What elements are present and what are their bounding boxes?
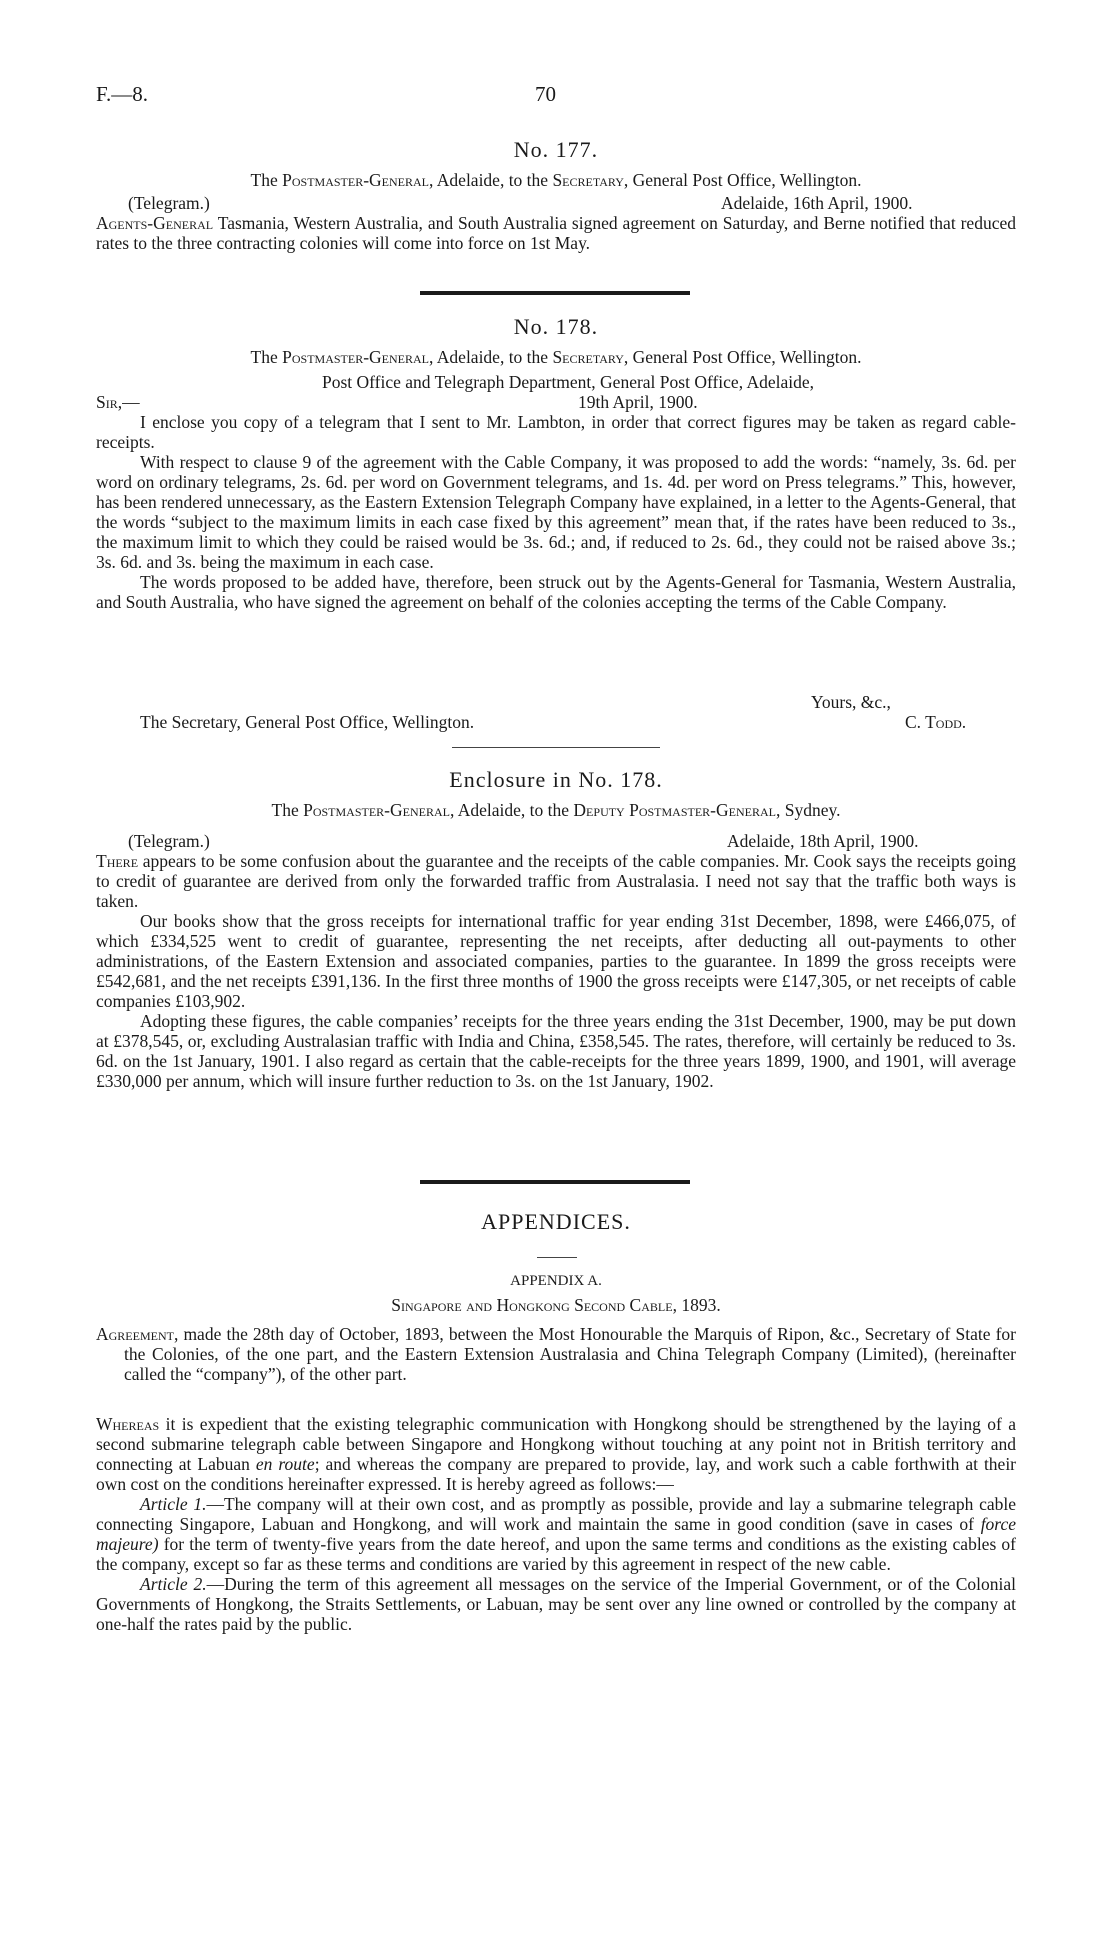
appendices-heading: APPENDICES. bbox=[481, 1209, 631, 1234]
article-1: Article 1.—The company will at their own cost, and as promptly as possible, provide and lay a submarine telegraph cable connecting Singapore, Labuan and Hongkong, and will work and maintain the same in good condition (save in cases of force majeure) for the term of twenty-five years from the date hereof, and upon the same terms and conditions as the existing cables of the company, except so far as these terms and conditions are varied by this agreement in respect of the new cable. bbox=[96, 1494, 1016, 1574]
agreement-parties: Agreement, made the 28th day of October, 1893, between the Most Honourable the Marquis of Ripon, &c., Secretary of State for the Colonies, of the one part, and the Eastern Extension Australasia and China Telegraph Company (Limited), (hereinafter called the “company”), of the other part. bbox=[96, 1324, 1016, 1384]
agreement-body bbox=[96, 1414, 1016, 1634]
article-2: Article 2.—During the term of this agreement all messages on the service of the Imperial Government, or of the Colonial Governments of Hongkong, the Straits Settlements, or Labuan, may be sent over any line owned or controlled by the company at one-half the rates paid by the public. bbox=[96, 1574, 1017, 1634]
heading-no-178: No. 178. bbox=[513, 314, 599, 339]
heading-no-177: No. 177. bbox=[513, 137, 599, 162]
no-178-para-1: I enclose you copy of a telegram that I sent to Mr. Lambton, in order that correct figures may be taken as regard cable-receipts. bbox=[96, 412, 1016, 452]
no-177-body: Agents-General Tasmania, Western Australia, and South Australia signed agreement on Saturday, and Berne notified that reduced rates to the three contracting colonies will come into force on 1st May. bbox=[96, 213, 1016, 253]
no-178-from-to: The Postmaster-General, Adelaide, to the Secretary, General Post Office, Wellington. bbox=[250, 347, 862, 367]
no-178-closing: Yours, &c., bbox=[811, 692, 891, 712]
no-178-address: Post Office and Telegraph Department, General Post Office, Adelaide, bbox=[322, 372, 815, 392]
appendices-rule bbox=[537, 1257, 577, 1258]
enclosure-body bbox=[96, 851, 1016, 1091]
enclosure-date: Adelaide, 18th April, 1900. bbox=[727, 831, 919, 851]
section-rule bbox=[420, 1180, 690, 1184]
no-178-signature: C. Todd. bbox=[905, 712, 967, 732]
document-code: F.—8. bbox=[96, 82, 148, 106]
no-178-date: 19th April, 1900. bbox=[578, 392, 698, 412]
no-178-para-2: With respect to clause 9 of the agreement with the Cable Company, it was proposed to add the words: “namely, 3s. 6d. per word on ordinary telegrams, 2s. 6d. per word on Government telegrams, and 1s. 4d. per word on Press telegrams.” This, however, has been rendered unnecessary, as the Eastern Extension Telegraph Company have explained, in a letter to the Agents-General, that the words “subject to the maximum limits in each case fixed by this agreement” mean that, if the rates have been reduced to 3s., the maximum limit to which they could be raised would be 3s. 6d.; and, if reduced to 2s. 6d., they could not be raised above 3s.; 3s. 6d. and 3s. being the maximum in each case. bbox=[96, 452, 1016, 572]
enclosure-para-1: There appears to be some confusion about the guarantee and the receipts of the cable companies. Mr. Cook says the receipts going to credit of guarantee are derived from only the forwarded traffic from Australasia. I need not say that the traffic both ways is taken. bbox=[96, 851, 1016, 911]
no-178-salutation: Sir,— bbox=[96, 392, 140, 412]
no-178-para-3: The words proposed to be added have, therefore, been struck out by the Agents-General for Tasmania, Western Australia, and South Australia, who have signed the agreement on behalf of the colonies accepting the terms of the Cable Company. bbox=[96, 572, 1016, 612]
enclosure-from-to: The Postmaster-General, Adelaide, to the Deputy Postmaster-General, Sydney. bbox=[271, 800, 841, 820]
no-177-from-to: The Postmaster-General, Adelaide, to the Secretary, General Post Office, Wellington. bbox=[250, 170, 862, 190]
enclosure-para-3: Adopting these figures, the cable companies’ receipts for the three years ending the 31st December, 1900, may be put down at £378,545, or, excluding Australasian traffic with India and China, £358,545. The rates, therefore, will certainly be reduced to 3s. 6d. on the 1st January, 1901. I also regard as certain that the cable-receipts for the three years 1899, 1900, and 1901, will average £330,000 per annum, which will insure further reduction to 3s. on the 1st January, 1902. bbox=[96, 1011, 1016, 1091]
no-177-telegram-label: (Telegram.) bbox=[128, 193, 210, 213]
whereas-clause: Whereas it is expedient that the existing telegraphic communication with Hongkong should be strengthened by the laying of a second submarine telegraph cable between Singapore and Hongkong without touching at any point not in British territory and connecting at Labuan en route; and whereas the company are prepared to provide, lay, and work such a cable forthwith at their own cost on the conditions hereinafter expressed. It is hereby agreed as follows:— bbox=[96, 1414, 1017, 1494]
no-178-body bbox=[96, 412, 1016, 612]
section-rule bbox=[420, 291, 690, 295]
enclosure-para-2: Our books show that the gross receipts for international traffic for year ending 31st December, 1898, were £466,075, of which £334,525 went to credit of guarantee, representing the net receipts, after deducting all out-payments to other administrations, of the Eastern Extension and associated companies, parties to the guarantee. In 1899 the gross receipts were £542,681, and the net receipts £391,136. In the first three months of 1900 the gross receipts were £147,305, or net receipts of cable companies £103,902. bbox=[96, 911, 1016, 1011]
heading-enclosure: Enclosure in No. 178. bbox=[449, 767, 663, 792]
enclosure-rule bbox=[452, 747, 660, 748]
enclosure-telegram-label: (Telegram.) bbox=[128, 831, 210, 851]
appendix-a-title: Singapore and Hongkong Second Cable, 1893. bbox=[391, 1295, 721, 1315]
appendix-a-heading: APPENDIX A. bbox=[510, 1273, 602, 1289]
page-number: 70 bbox=[535, 82, 556, 106]
agreement-text bbox=[96, 1324, 1016, 1384]
no-177-date: Adelaide, 16th April, 1900. bbox=[721, 193, 913, 213]
no-178-addressee: The Secretary, General Post Office, Wellington. bbox=[140, 712, 475, 732]
